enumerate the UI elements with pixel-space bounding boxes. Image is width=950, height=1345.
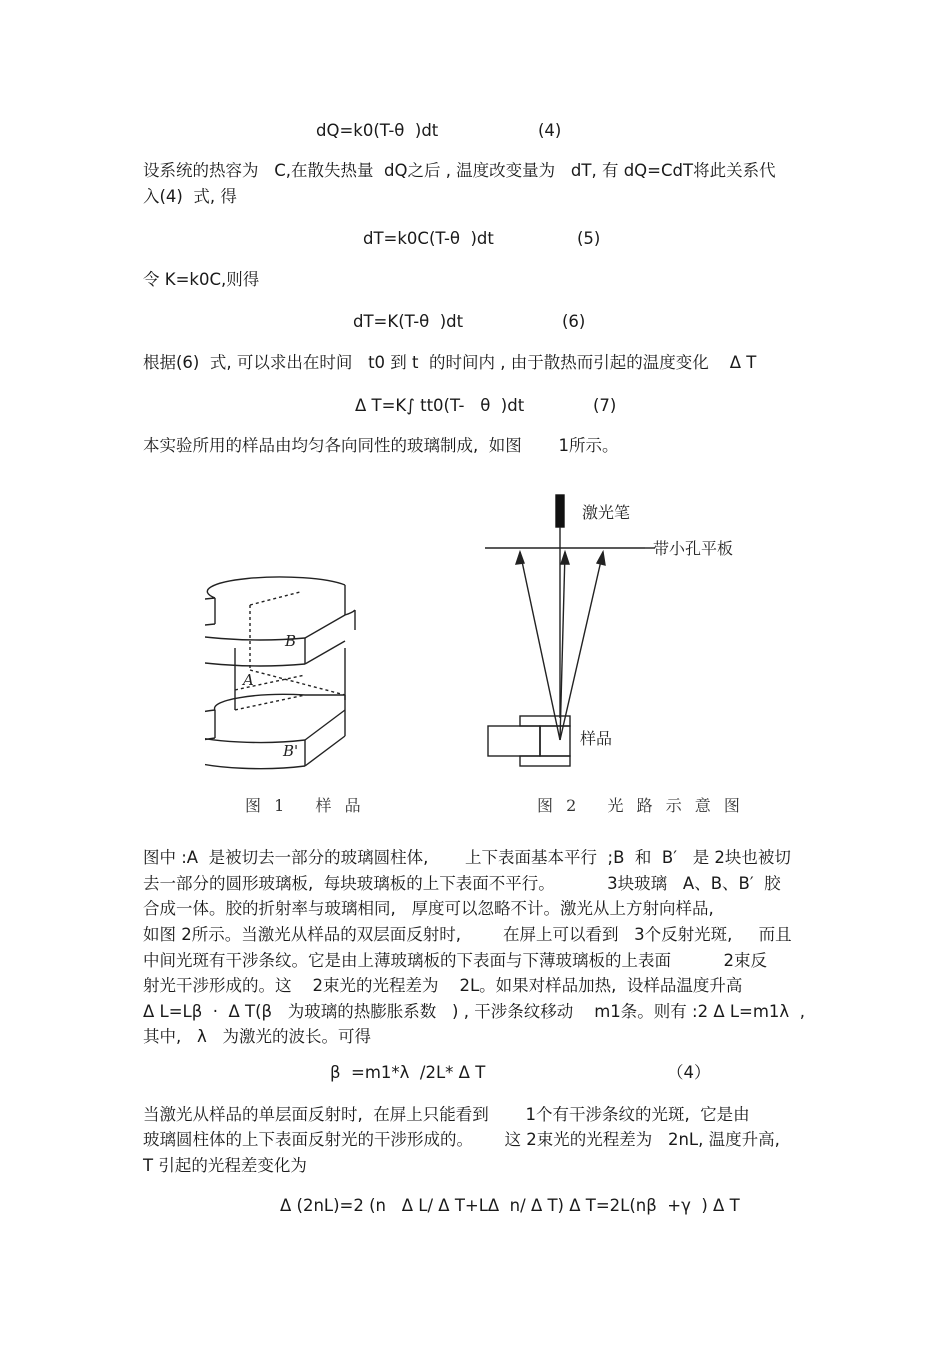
equation-4-number: (4) bbox=[538, 121, 562, 140]
paragraph-5-line-7: Δ L=Lβ · Δ T(β 为玻璃的热膨胀系数 ) , 干涉条纹移动 m1条。则有 :2 Δ L=m1λ , bbox=[143, 1002, 805, 1021]
figure-2-label-laser-pen: 激光笔 bbox=[582, 503, 631, 522]
paragraph-5-line-3: 合成一体。胶的折射率与玻璃相同, 厚度可以忽略不计。激光从上方射向样品, bbox=[143, 899, 714, 918]
equation-optical-path-change: Δ (2nL)=2 (n Δ L/ Δ T+LΔ n/ Δ T) Δ T=2L(nβ +γ ) Δ T bbox=[280, 1196, 740, 1215]
paragraph-5-line-2: 去一部分的圆形玻璃板, 每块玻璃板的上下表面不平行。 3块玻璃 A、B、B′ 胶 bbox=[143, 874, 781, 893]
figure-1-caption: 图 1 样 品 bbox=[245, 796, 365, 815]
equation-4b-number: （4） bbox=[667, 1063, 711, 1082]
equation-6-number: (6) bbox=[562, 312, 586, 331]
figure-1-label-b-prime: B' bbox=[283, 742, 299, 760]
figure-1-label-b: B bbox=[285, 632, 297, 650]
equation-5-number: (5) bbox=[577, 229, 601, 248]
paragraph-6-line-2: 玻璃圆柱体的上下表面反射光的干涉形成的。 这 2束光的光程差为 2nL, 温度升高, bbox=[143, 1130, 780, 1149]
figure-2-optical-path-diagram bbox=[485, 490, 765, 780]
paragraph-1-line-2: 入(4) 式, 得 bbox=[143, 187, 237, 206]
paragraph-6-line-3: T 引起的光程差变化为 bbox=[143, 1156, 307, 1175]
figure-2-label-sample: 样品 bbox=[580, 729, 613, 748]
paragraph-5-line-8: 其中, λ 为激光的波长。可得 bbox=[143, 1027, 371, 1046]
equation-6-text: dT=K(T-θ )dt bbox=[353, 312, 464, 331]
paragraph-4-line-1: 本实验所用的样品由均匀各向同性的玻璃制成, 如图 1所示。 bbox=[143, 436, 619, 455]
equation-4b-text: β =m1*λ /2L* Δ T bbox=[330, 1063, 486, 1082]
equation-5-text: dT=k0C(T-θ )dt bbox=[363, 229, 494, 248]
figure-2-caption: 图 2 光 路 示 意 图 bbox=[537, 796, 744, 815]
paragraph-5-line-4: 如图 2所示。当激光从样品的双层面反射时, 在屏上可以看到 3个反射光斑, 而且 bbox=[143, 925, 792, 944]
figure-1-sample-diagram bbox=[205, 570, 375, 770]
paragraph-5-line-5: 中间光斑有干涉条纹。它是由上薄玻璃板的下表面与下薄玻璃板的上表面 2束反 bbox=[143, 951, 767, 970]
equation-4-text: dQ=k0(T-θ )dt bbox=[316, 121, 439, 140]
paragraph-5-line-1: 图中 :A 是被切去一部分的玻璃圆柱体, 上下表面基本平行 ;B 和 B′ 是 2块也被切 bbox=[143, 848, 791, 867]
paragraph-3-line-1: 根据(6) 式, 可以求出在时间 t0 到 t 的时间内 , 由于散热而引起的温度变化 Δ T bbox=[143, 353, 757, 372]
equation-7-number: (7) bbox=[593, 396, 617, 415]
paragraph-6-line-1: 当激光从样品的单层面反射时, 在屏上只能看到 1个有干涉条纹的光斑, 它是由 bbox=[143, 1105, 750, 1124]
paragraph-5-line-6: 射光干涉形成的。这 2束光的光程差为 2L。如果对样品加热, 设样品温度升高 bbox=[143, 976, 743, 995]
figure-2-label-plate: 带小孔平板 bbox=[653, 539, 734, 558]
equation-7-text: Δ T=K∫ tt0(T- θ )dt bbox=[355, 396, 525, 415]
paragraph-1-line-1: 设系统的热容为 C,在散失热量 dQ之后 , 温度改变量为 dT, 有 dQ=CdT将此关系代 bbox=[143, 161, 776, 180]
paragraph-2-line-1: 令 K=k0C,则得 bbox=[143, 270, 260, 289]
figure-1-label-a: A bbox=[243, 671, 254, 689]
